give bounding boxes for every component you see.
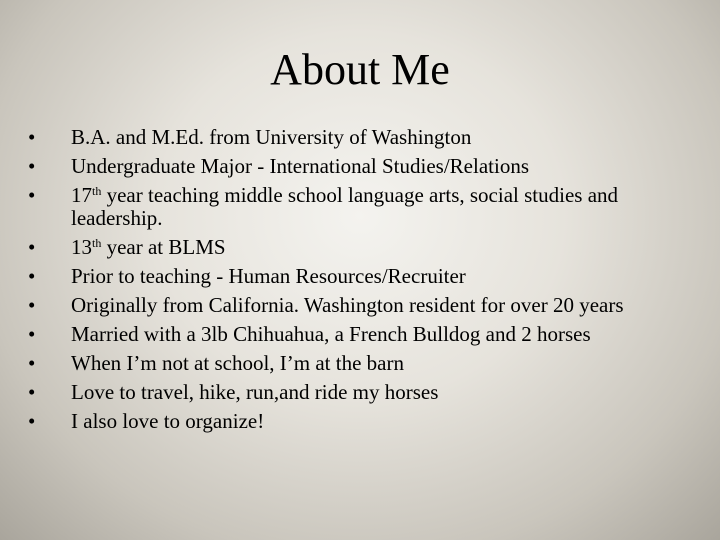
list-item: • B.A. and M.Ed. from University of Washington: [28, 125, 472, 149]
bullet-dot-icon: •: [28, 154, 36, 178]
list-item: • Married with a 3lb Chihuahua, a French Bulldog and 2 horses: [28, 322, 591, 346]
ordinal-suffix: th: [92, 184, 102, 198]
list-item: • Originally from California. Washington resident for over 20 years: [28, 293, 624, 317]
list-item: • Love to travel, hike, run,and ride my horses: [28, 380, 439, 404]
bullet-dot-icon: •: [28, 351, 36, 375]
bullet-dot-icon: •: [28, 380, 36, 404]
list-item: • Prior to teaching - Human Resources/Recruiter: [28, 264, 466, 288]
list-item: • 17th year teaching middle school language arts, social studies and leadership.: [28, 183, 619, 230]
bullet-dot-icon: •: [28, 264, 36, 288]
bullet-dot-icon: •: [28, 409, 36, 433]
bullet-dot-icon: •: [28, 183, 36, 207]
list-item: • I also love to organize!: [28, 409, 265, 433]
bullet-dot-icon: •: [28, 125, 36, 149]
bullet-dot-icon: •: [28, 235, 36, 259]
ordinal-suffix: th: [92, 236, 102, 250]
bullet-dot-icon: •: [28, 293, 36, 317]
slide-title: About Me: [270, 45, 450, 94]
list-item: • When I’m not at school, I’m at the barn: [28, 351, 404, 375]
list-item: • 13th year at BLMS: [28, 235, 226, 259]
bullet-dot-icon: •: [28, 322, 36, 346]
list-item: • Undergraduate Major - International Studies/Relations: [28, 154, 529, 178]
bullet-list: [28, 126, 708, 439]
